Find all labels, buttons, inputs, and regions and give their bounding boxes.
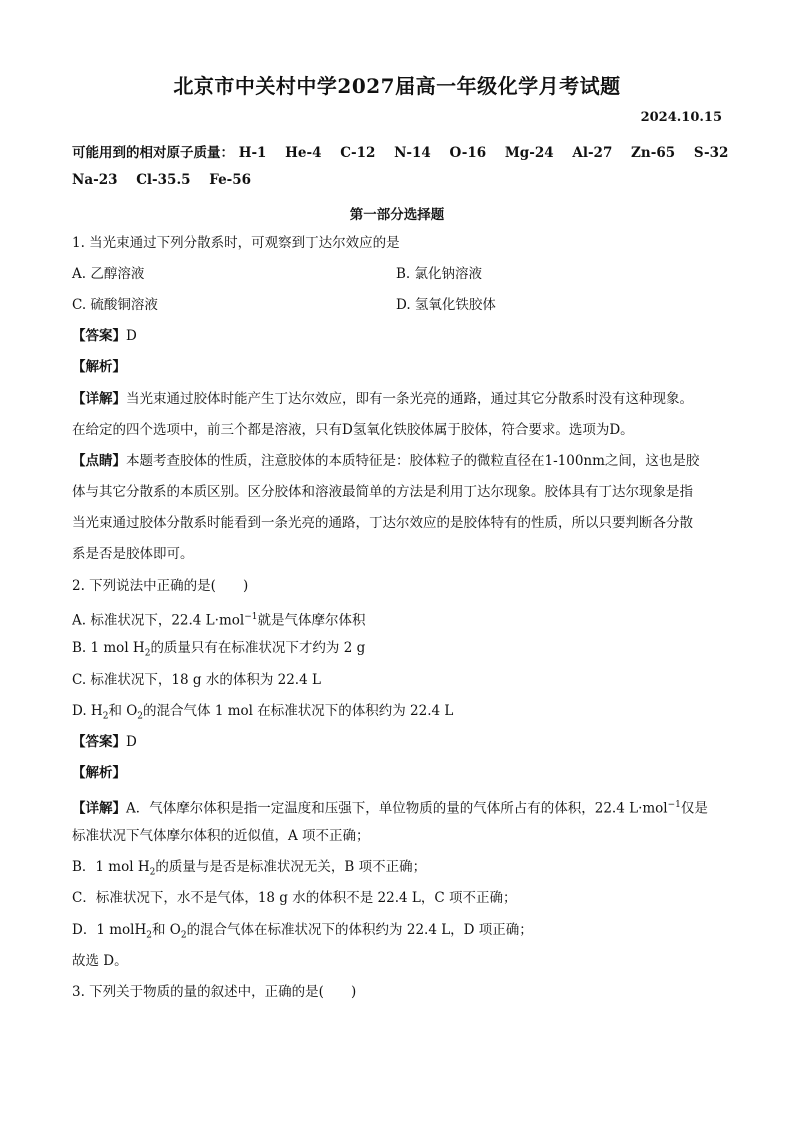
- q1-point-1: [72, 451, 722, 471]
- text: A．气体摩尔体积是指一定温度和压强下，单位物质的量的气体所占有的体积，22.4 L·mol: [126, 800, 668, 817]
- q2-stem: 2. 下列说法中正确的是( ): [72, 578, 249, 594]
- text: 的混合气体在标准状况下的体积约为 22.4 L，D 项正确；: [186, 922, 533, 938]
- q1-detail-2: 在给定的四个选项中，前三个都是溶液，只有D氢氧化铁胶体属于胶体，符合要求。选项为D。: [72, 422, 634, 438]
- text: B．1 mol H: [72, 859, 150, 875]
- atomic-mass-item: Al-27: [572, 145, 613, 161]
- text: 的混合气体 1 mol 在标准状况下的体积约为 22.4 L: [143, 703, 454, 719]
- answer-value: D: [126, 328, 137, 344]
- sup: −1: [244, 612, 258, 622]
- q1-option-b: B. 氯化钠溶液: [396, 266, 483, 282]
- text: D．1 molH: [72, 922, 147, 938]
- q2-detail-1: [72, 795, 722, 819]
- q1-point-2: 体与其它分散系的本质区别。区分胶体和溶液最简单的方法是利用丁达尔现象。胶体具有丁达尔现象是指: [72, 484, 693, 500]
- atomic-mass-item: H-1: [238, 145, 267, 161]
- atomic-mass-row-1: [72, 141, 742, 161]
- q2-detail-3: [72, 857, 722, 883]
- atomic-mass-item: Mg-24: [504, 145, 554, 161]
- answer-value: D: [126, 734, 137, 750]
- q1-option-c: C. 硫酸铜溶液: [72, 297, 158, 313]
- q2-option-b: [72, 638, 722, 664]
- detail-text: 当光束通过胶体时能产生丁达尔效应，即有一条光亮的通路，通过其它分散系时没有这种现象。: [126, 391, 693, 407]
- atomic-mass-item: Na-23: [72, 172, 118, 188]
- sub: 2: [146, 930, 152, 941]
- atomic-mass-item: Cl-35.5: [136, 172, 191, 188]
- q2-detail-5: [72, 920, 722, 946]
- atomic-mass-row-2: [72, 172, 265, 188]
- atomic-mass-item: O-16: [449, 145, 487, 161]
- q2-detail-6: 故选 D。: [72, 953, 128, 969]
- answer-tag: 【答案】: [72, 734, 126, 750]
- sub: 2: [137, 711, 144, 722]
- section-title: 第一部分选择题: [349, 207, 445, 223]
- sub: 2: [102, 711, 109, 722]
- text: 的质量与是否是标准状况无关，B 项不正确；: [155, 859, 427, 875]
- text: 和 O: [108, 703, 138, 719]
- q1-analysis-tag: 【解析】: [72, 359, 126, 375]
- page-title: 北京市中关村中学2027届高一年级化学月考试题: [173, 74, 621, 98]
- q1-option-a: A. 乙醇溶液: [72, 266, 145, 282]
- text: D. H: [72, 703, 103, 719]
- atomic-mass-label: 可能用到的相对原子质量：: [72, 145, 234, 161]
- atomic-mass-item: S-32: [693, 145, 729, 161]
- sup: −1: [667, 800, 681, 810]
- q1-point-4: 系是否是胶体即可。: [72, 546, 194, 562]
- atomic-mass-item: N-14: [394, 145, 431, 161]
- text: A. 标准状况下，22.4 L·mol: [72, 612, 245, 629]
- text: 仅是: [680, 800, 708, 817]
- atomic-mass-item: Zn-65: [631, 145, 676, 161]
- q1-answer: [72, 326, 722, 346]
- q2-answer: [72, 732, 722, 752]
- q1-stem: 1. 当光束通过下列分散系时，可观察到丁达尔效应的是: [72, 235, 400, 251]
- q2-detail-4: C．标准状况下，水不是气体，18 g 水的体积不是 22.4 L，C 项不正确；: [72, 890, 517, 906]
- atomic-mass-item: He-4: [285, 145, 322, 161]
- q1-detail-1: [72, 389, 722, 409]
- point-text: 本题考查胶体的性质，注意胶体的本质特征是：胶体粒子的微粒直径在1-100nm之间，这也是胶: [126, 453, 700, 469]
- q1-option-d: D. 氢氧化铁胶体: [396, 297, 496, 313]
- q2-detail-2: 标准状况下气体摩尔体积的近似值，A 项不正确；: [72, 828, 370, 844]
- detail-tag: 【详解】: [72, 800, 126, 817]
- exam-date: 2024.10.15: [640, 110, 722, 125]
- q2-option-d: [72, 701, 722, 727]
- q2-analysis-tag: 【解析】: [72, 765, 126, 781]
- text: 和 O: [151, 922, 181, 938]
- atomic-mass-item: Fe-56: [209, 172, 252, 188]
- sub: 2: [149, 867, 156, 878]
- sub: 2: [144, 648, 151, 659]
- q3-stem: 3. 下列关于物质的量的叙述中，正确的是( ): [72, 984, 357, 1000]
- text: 的质量只有在标准状况下才约为 2 g: [150, 640, 366, 656]
- q2-option-a: [72, 607, 722, 631]
- atomic-mass-item: C-12: [340, 145, 376, 161]
- detail-tag: 【详解】: [72, 391, 126, 407]
- text: 就是气体摩尔体积: [257, 612, 366, 629]
- q2-option-c: C. 标准状况下，18 g 水的体积为 22.4 L: [72, 672, 321, 688]
- point-tag: 【点睛】: [72, 453, 126, 469]
- text: B. 1 mol H: [72, 640, 145, 656]
- q1-point-3: 当光束通过胶体分散系时能看到一条光亮的通路，丁达尔效应的是胶体特有的性质，所以只要判断各分散: [72, 515, 693, 531]
- sub: 2: [180, 930, 187, 941]
- answer-tag: 【答案】: [72, 328, 126, 344]
